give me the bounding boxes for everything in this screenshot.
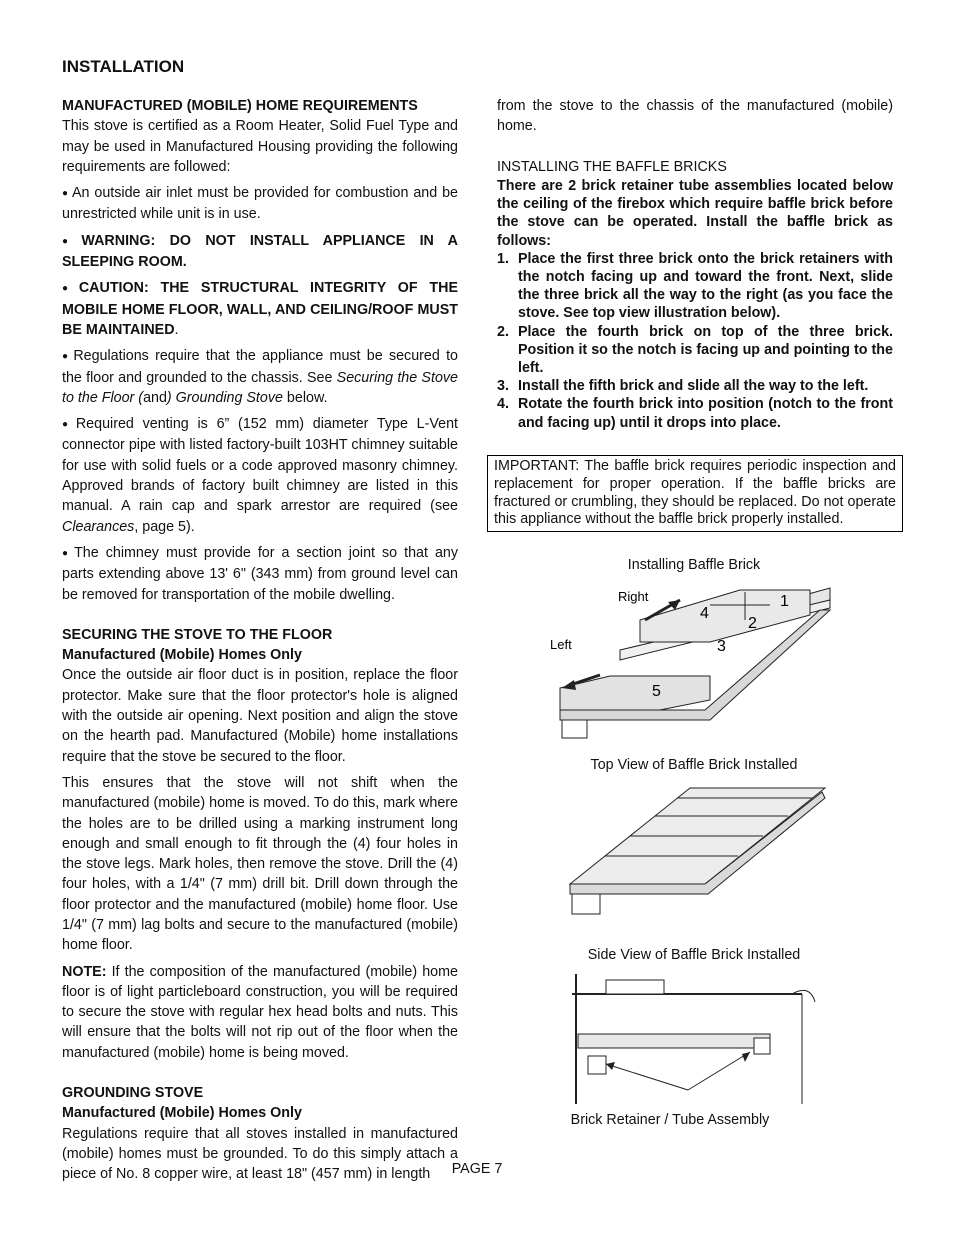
important-notice-box: IMPORTANT: The baffle brick requires periodic inspection and replacement for proper operation. If the baffle bricks are fractured or crumbling, they should be replaced. Do not operate this appliance without the baffle brick properly installed. [487, 455, 903, 532]
top-view-diagram [560, 784, 830, 930]
list-item: 1. Place the first three brick onto the brick retainers with the notch facing up and toward the front. Next, slide the three brick all the way to the right (as you face the stove. See top view illustration below). [497, 250, 893, 322]
bullet-icon: ● [62, 283, 76, 295]
brick-number: 1 [780, 593, 789, 610]
securing-title: SECURING THE STOVE TO THE FLOOR [62, 626, 333, 643]
bullet-air-inlet: ● An outside air inlet must be provided for combustion and be unrestricted while unit is in use. [62, 185, 458, 223]
brick-number: 2 [748, 615, 757, 632]
baffle-title: INSTALLING THE BAFFLE BRICKS [497, 158, 727, 175]
figure-caption-side-view: Side View of Baffle Brick Installed [587, 947, 801, 963]
mobile-requirements-intro: This stove is certified as a Room Heater, Solid Fuel Type and may be used in Manufactured Housing providing the following requirements are followed: [62, 118, 458, 175]
list-item: 2. Place the fourth brick on top of the three brick. Position it so the notch is facing up and pointing to the left. [497, 323, 893, 376]
list-item: 4. Rotate the fourth brick into position (notch to the front and facing up) until it drops into place. [497, 396, 893, 431]
list-item: 3. Install the fifth brick and slide all the way to the left. [497, 378, 869, 395]
securing-subtitle: Manufactured (Mobile) Homes Only [62, 647, 302, 664]
retainer-label: Brick Retainer / Tube Assembly [570, 1112, 770, 1128]
page-heading: INSTALLATION [62, 57, 185, 76]
baffle-steps-list [497, 250, 893, 432]
bullet-caution: ● CAUTION: THE STRUCTURAL INTEGRITY OF THE MOBILE HOME FLOOR, WALL, AND CEILING/ROOF MUST BE MAINTAINED. [62, 280, 458, 338]
bullet-warning: ● WARNING: DO NOT INSTALL APPLIANCE IN A SLEEPING ROOM. [62, 232, 458, 271]
figure-caption-top-view: Top View of Baffle Brick Installed [590, 757, 798, 773]
bullet-venting: ● Required venting is 6” (152 mm) diameter Type L-Vent connector pipe with listed factory-built 103HT chimney suitable for use with solid fuels or a code approved masonry chimney. Approved brands of factory built chimney are listed in this manual. A rain cap and spark arrestor are required (see Clearances, page 5). [62, 416, 459, 535]
continuation-text: from the stove to the chassis of the manufactured (mobile) home. [497, 98, 893, 135]
bullet-icon: ● [62, 188, 69, 200]
grounding-title: GROUNDING STOVE [62, 1085, 204, 1102]
mobile-requirements-title: MANUFACTURED (MOBILE) HOME REQUIREMENTS [62, 98, 418, 114]
side-view-diagram [570, 972, 830, 1106]
bullet-chimney: ● The chimney must provide for a section joint so that any parts extending above 13' 6" (343 mm) from ground level can be removed for transportation of the mobile dwelling. [62, 544, 459, 603]
securing-paragraph-1: Once the outside air floor duct is in position, replace the floor protector. Make sure that the floor protector's hole is aligned with the outside air opening. Next position and align the stove on the hearth pad. Manufactured (Mobile) home installations require that the stove be secured to the floor. [62, 667, 458, 765]
bullet-icon: ● [62, 419, 73, 431]
installing-baffle-brick-diagram [540, 580, 840, 750]
bullet-regulations: ● Regulations require that the appliance must be secured to the floor and grounded to the chassis. See Securing the Stove to the Floor (and) Grounding Stove below. [62, 348, 458, 406]
bullet-icon: ● [62, 235, 79, 247]
securing-paragraph-2: This ensures that the stove will not shift when the manufactured (mobile) home is moved. To do this, mark where the holes are to be drilled using a marking instrument long enough and small enough to fit through the (4) four holes in the stove legs. Mark holes, then remove the stove. Drill the (4) four holes, with a 1/4" (7 mm) drill bit. Drill down through the floor protector and the manufactured (mobile) home floor. Use 1/4" (7 mm) lag bolts and secure to the manufactured (mobile) home floor. [62, 774, 458, 954]
baffle-intro: There are 2 brick retainer tube assemblies located below the ceiling of the firebox which require baffle brick before the stove can be operated. Install the baffle brick as follows: [497, 177, 893, 249]
brick-number: 3 [717, 638, 726, 655]
brick-number: 4 [700, 605, 709, 622]
bullet-icon: ● [62, 547, 72, 559]
grounding-subtitle: Manufactured (Mobile) Homes Only [62, 1105, 302, 1122]
right-column [497, 96, 893, 432]
note-paragraph: NOTE: If the composition of the manufactured (mobile) home floor is of light particleboard construction, you will be required to secure the stove with regular hex head bolts and nuts. This will ensure that the bolts will not rip out of the floor when the manufactured (mobile) home is being moved. [62, 963, 458, 1061]
grounding-paragraph: Regulations require that all stoves installed in manufactured (mobile) homes must be grounded. To do this simply attach a piece of No. 8 copper wire, at least 18" (457 mm) in length [62, 1125, 458, 1183]
brick-number: 5 [652, 683, 661, 700]
bullet-icon: ● [62, 351, 71, 363]
page-number: PAGE 7 [451, 1161, 503, 1177]
label-left: Left [550, 637, 572, 652]
figure-caption-installing: Installing Baffle Brick [627, 557, 761, 573]
left-column [62, 96, 458, 1185]
label-right: Right [618, 589, 649, 604]
